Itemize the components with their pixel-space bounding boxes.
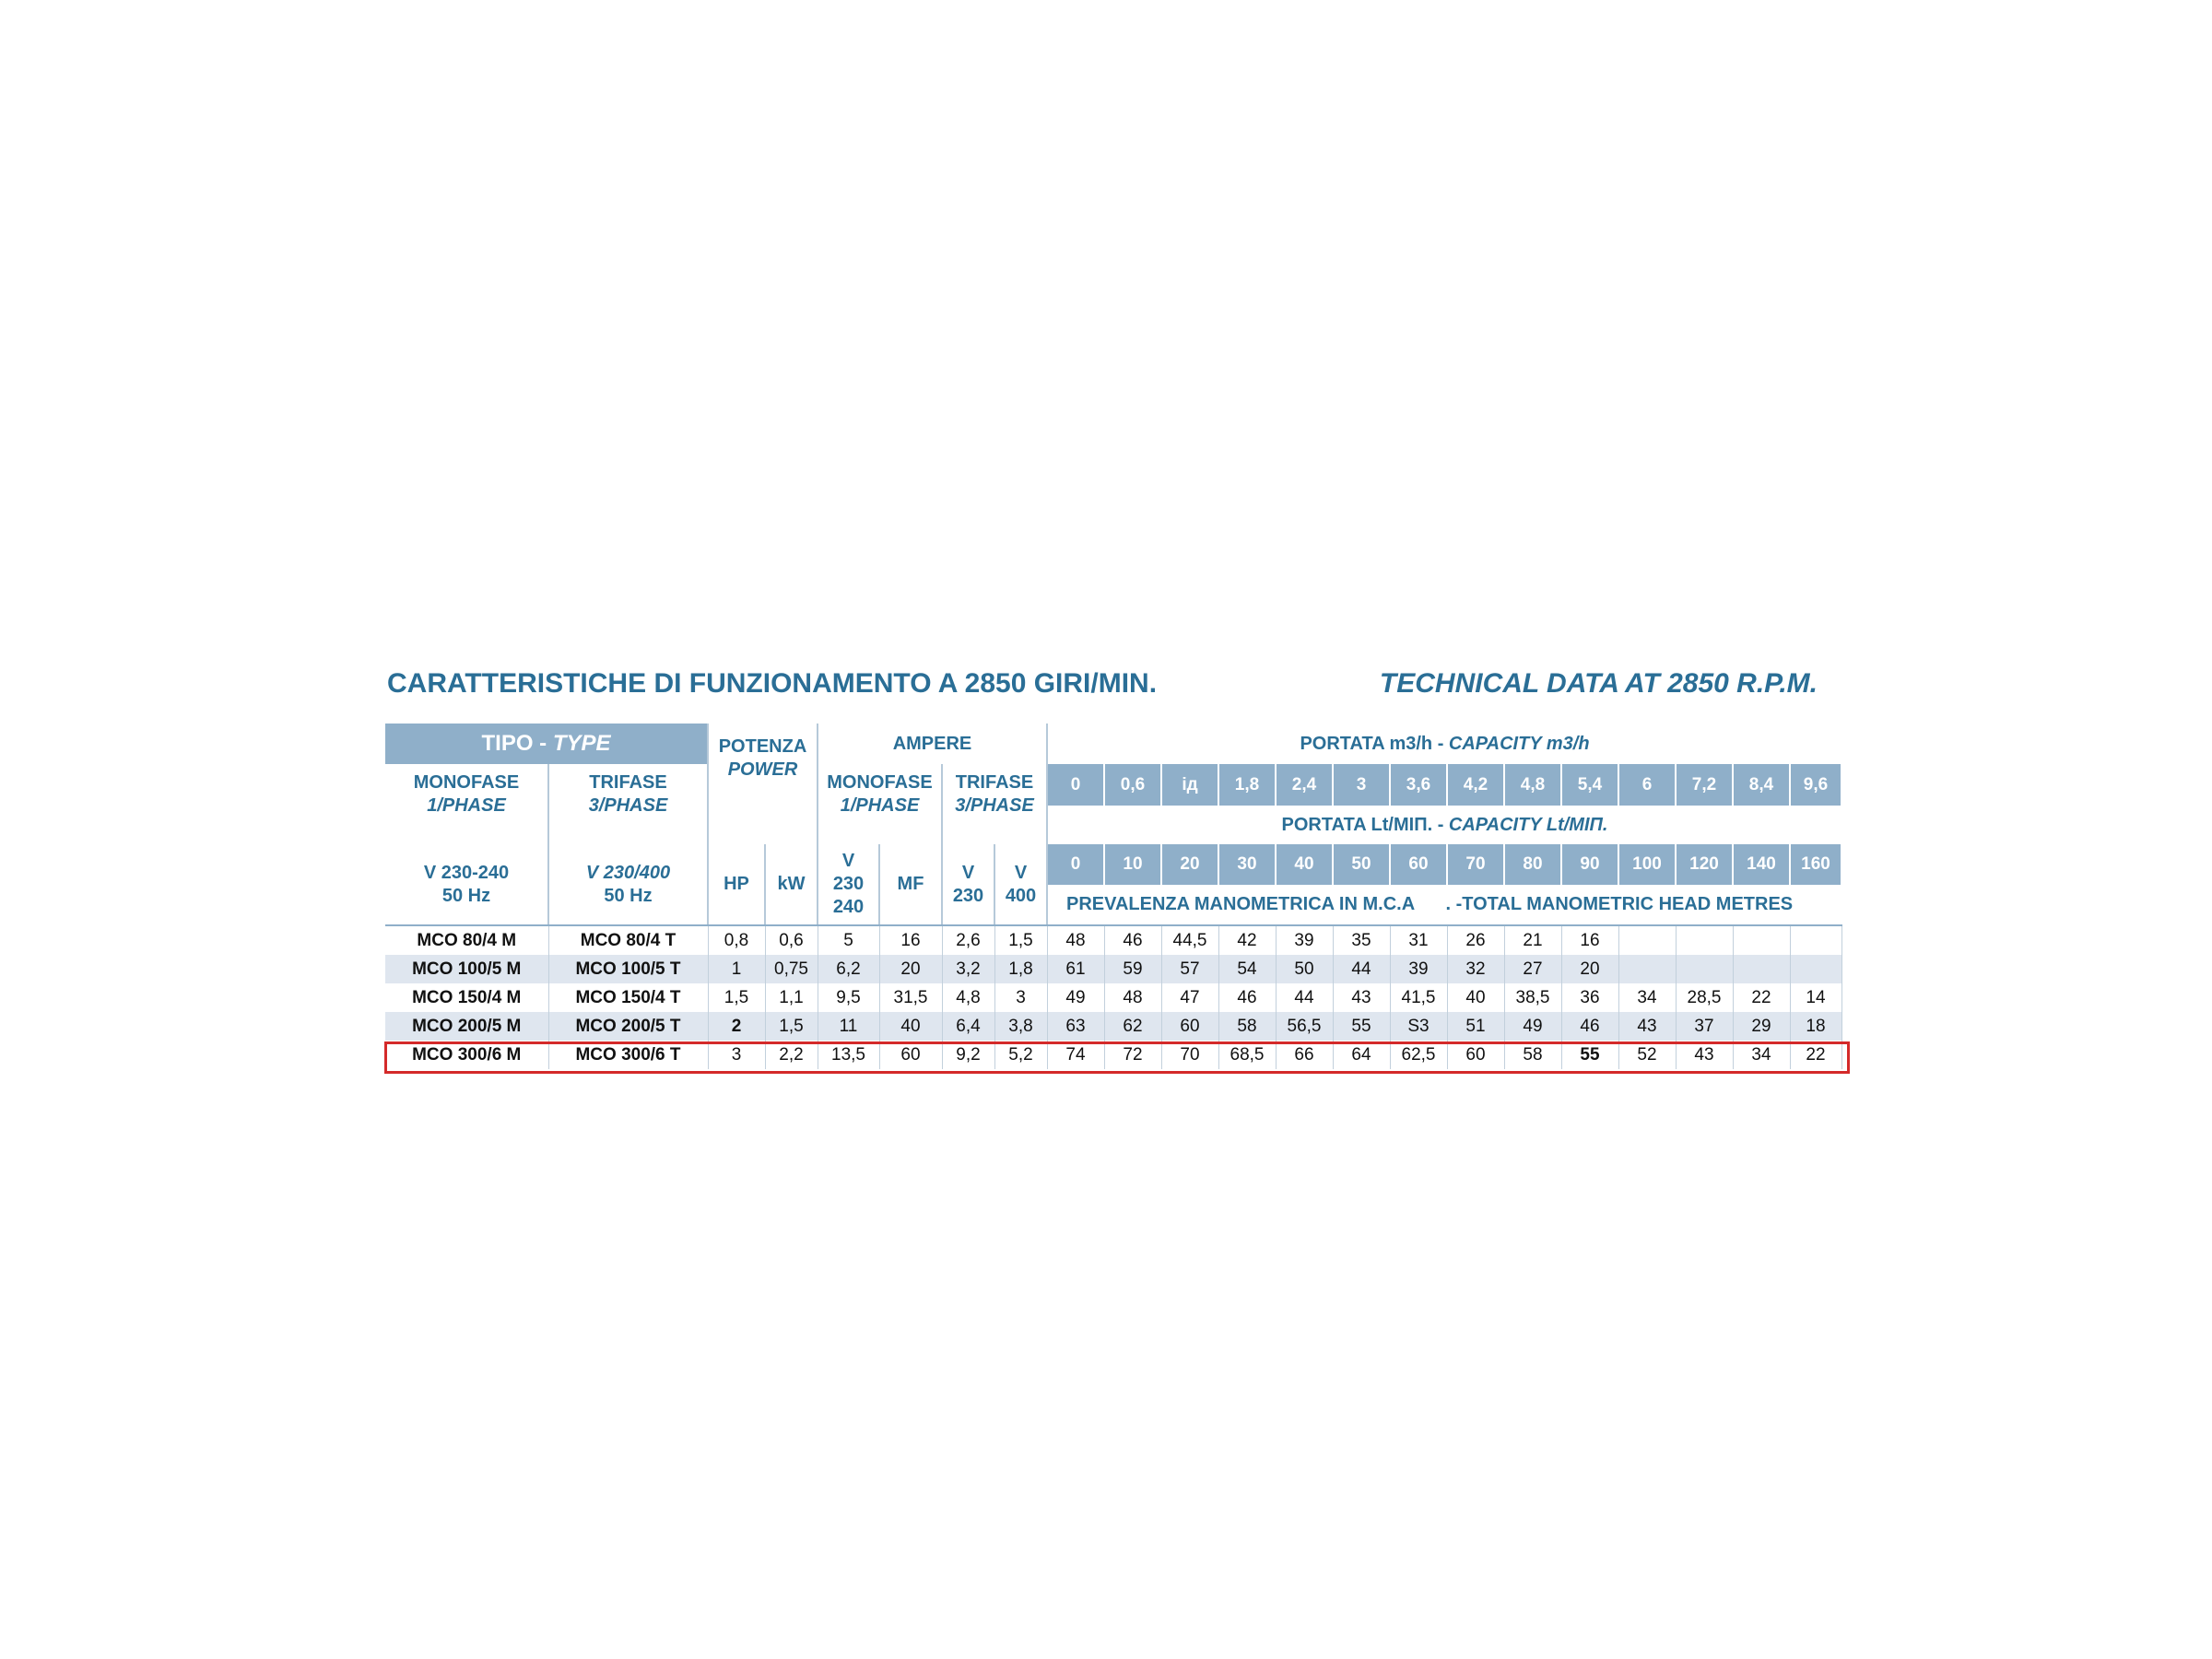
head-cell: 57 — [1161, 955, 1218, 983]
head-cell: 43 — [1333, 983, 1390, 1012]
capacity-m3h-cell: 4,8 — [1504, 764, 1561, 806]
capacity-m3h-cell: 3 — [1333, 764, 1390, 806]
head-cell: 46 — [1561, 1012, 1618, 1041]
power-hp: 2 — [708, 1012, 765, 1041]
kw-header: kW — [765, 844, 818, 925]
head-cell — [1676, 925, 1733, 955]
capacity-m3h-cell: 4,2 — [1447, 764, 1504, 806]
capacity-m3h-cell: 2,4 — [1276, 764, 1333, 806]
head-cell: 54 — [1218, 955, 1276, 983]
ampere-230: 6,4 — [942, 1012, 994, 1041]
title-italian: CARATTERISTICHE DI FUNZIONAMENTO A 2850 GIRI/MIN. — [387, 668, 1158, 699]
capacity-m3h-cell: 0 — [1047, 764, 1104, 806]
head-cell: 68,5 — [1218, 1041, 1276, 1069]
ampere-header: AMPERE — [892, 733, 972, 754]
ampere-400: 1,8 — [994, 955, 1047, 983]
capacity-m3h-cell: 8,4 — [1733, 764, 1790, 806]
head-cell: 39 — [1276, 925, 1333, 955]
head-cell: 56,5 — [1276, 1012, 1333, 1041]
ampere-400: 3 — [994, 983, 1047, 1012]
head-cell: 60 — [1447, 1041, 1504, 1069]
head-cell: 46 — [1218, 983, 1276, 1012]
ampere-400: 1,5 — [994, 925, 1047, 955]
head-cell: 26 — [1447, 925, 1504, 955]
head-cell: 48 — [1047, 925, 1104, 955]
head-cell: 72 — [1104, 1041, 1161, 1069]
ampere-v230-header: V 230 — [942, 844, 994, 925]
head-cell: 42 — [1218, 925, 1276, 955]
power-hp: 1,5 — [708, 983, 765, 1012]
head-cell: 38,5 — [1504, 983, 1561, 1012]
table-row — [385, 983, 1841, 1012]
head-cell — [1790, 955, 1841, 983]
ampere-mono: 11 — [818, 1012, 879, 1041]
head-cell: 44 — [1276, 983, 1333, 1012]
trifase-header: TRIFASE 3/PHASE — [548, 764, 708, 844]
monofase-voltage-header: V 230-240 50 Hz — [385, 844, 548, 925]
head-cell: 36 — [1561, 983, 1618, 1012]
table-row — [385, 955, 1841, 983]
ampere-mf: 31,5 — [879, 983, 942, 1012]
head-cell — [1790, 925, 1841, 955]
head-cell: 70 — [1161, 1041, 1218, 1069]
ampere-mf: 60 — [879, 1041, 942, 1069]
model-trifase: MCO 300/6 T — [548, 1041, 708, 1069]
head-cell: 27 — [1504, 955, 1561, 983]
power-hp: 3 — [708, 1041, 765, 1069]
model-monofase: MCO 150/4 M — [385, 983, 548, 1012]
head-cell: 14 — [1790, 983, 1841, 1012]
model-trifase: MCO 80/4 T — [548, 925, 708, 955]
power-kw: 1,5 — [765, 1012, 818, 1041]
capacity-m3h-cell: 3,6 — [1390, 764, 1447, 806]
head-cell: 20 — [1561, 955, 1618, 983]
head-cell: 43 — [1618, 1012, 1676, 1041]
ampere-400: 3,8 — [994, 1012, 1047, 1041]
capacity-m3h-label: PORTATA m3/h - CAPACITY m3/h — [1047, 724, 1841, 764]
capacity-lt-cell: 50 — [1333, 844, 1390, 885]
ampere-230: 9,2 — [942, 1041, 994, 1069]
head-metres-label: PREVALENZA MANOMETRICA IN M.C.A . -TOTAL MANOMETRIC HEAD METRES — [1047, 885, 1841, 925]
head-cell: 49 — [1504, 1012, 1561, 1041]
model-monofase: MCO 200/5 M — [385, 1012, 548, 1041]
ampere-mf: 16 — [879, 925, 942, 955]
ampere-trifase-header: TRIFASE 3/PHASE — [955, 772, 1034, 816]
ampere-mono: 5 — [818, 925, 879, 955]
head-cell — [1618, 955, 1676, 983]
head-cell: 22 — [1733, 983, 1790, 1012]
power-header: POTENZA POWER — [708, 724, 818, 806]
technical-data-table — [385, 724, 1842, 1069]
ampere-monofase-header: MONOFASE 1/PHASE — [818, 764, 942, 844]
capacity-lt-cell: 30 — [1218, 844, 1276, 885]
capacity-lt-cell: 20 — [1161, 844, 1218, 885]
head-cell: 50 — [1276, 955, 1333, 983]
capacity-m3h-cell: 6 — [1618, 764, 1676, 806]
head-cell: 66 — [1276, 1041, 1333, 1069]
head-cell: 34 — [1618, 983, 1676, 1012]
ampere-400: 5,2 — [994, 1041, 1047, 1069]
head-cell: 51 — [1447, 1012, 1504, 1041]
ampere-mono: 9,5 — [818, 983, 879, 1012]
head-cell: 18 — [1790, 1012, 1841, 1041]
head-cell: 48 — [1104, 983, 1161, 1012]
ampere-230: 4,8 — [942, 983, 994, 1012]
power-spacer — [708, 806, 818, 844]
ampere-mono: 6,2 — [818, 955, 879, 983]
head-cell — [1618, 925, 1676, 955]
head-cell: 58 — [1504, 1041, 1561, 1069]
power-hp: 0,8 — [708, 925, 765, 955]
capacity-m3h-cell: 7,2 — [1676, 764, 1733, 806]
capacity-m3h-cell: 9,6 — [1790, 764, 1841, 806]
head-cell: 43 — [1676, 1041, 1733, 1069]
head-cell: 62 — [1104, 1012, 1161, 1041]
capacity-m3h-cell: 0,6 — [1104, 764, 1161, 806]
head-cell: 60 — [1161, 1012, 1218, 1041]
capacity-lt-cell: 160 — [1790, 844, 1841, 885]
head-cell: 35 — [1333, 925, 1390, 955]
head-cell: 58 — [1218, 1012, 1276, 1041]
head-cell: 44,5 — [1161, 925, 1218, 955]
capacity-m3h-cell: 5,4 — [1561, 764, 1618, 806]
ampere-mf: 40 — [879, 1012, 942, 1041]
head-cell: 74 — [1047, 1041, 1104, 1069]
head-cell: 62,5 — [1390, 1041, 1447, 1069]
head-cell: 55 — [1561, 1041, 1618, 1069]
head-cell: 61 — [1047, 955, 1104, 983]
capacity-lt-cell: 10 — [1104, 844, 1161, 885]
power-kw: 2,2 — [765, 1041, 818, 1069]
head-cell: 64 — [1333, 1041, 1390, 1069]
title-english: TECHNICAL DATA AT 2850 R.P.M. — [1379, 668, 1818, 699]
head-cell: 41,5 — [1390, 983, 1447, 1012]
capacity-lt-cell: 0 — [1047, 844, 1104, 885]
ampere-v400-header: V 400 — [994, 844, 1047, 925]
capacity-m3h-cell: ід — [1161, 764, 1218, 806]
model-monofase: MCO 300/6 M — [385, 1041, 548, 1069]
ampere-230: 3,2 — [942, 955, 994, 983]
model-monofase: MCO 80/4 M — [385, 925, 548, 955]
head-cell: 16 — [1561, 925, 1618, 955]
head-cell: 34 — [1733, 1041, 1790, 1069]
head-cell: 59 — [1104, 955, 1161, 983]
head-cell: 31 — [1390, 925, 1447, 955]
capacity-m3h-cell: 1,8 — [1218, 764, 1276, 806]
model-trifase: MCO 200/5 T — [548, 1012, 708, 1041]
table-row — [385, 925, 1841, 955]
hp-header: HP — [708, 844, 765, 925]
head-cell: 63 — [1047, 1012, 1104, 1041]
head-cell: 40 — [1447, 983, 1504, 1012]
ampere-230: 2,6 — [942, 925, 994, 955]
mf-header: MF — [879, 844, 942, 925]
model-trifase: MCO 150/4 T — [548, 983, 708, 1012]
highlight-box — [384, 1041, 1850, 1074]
head-cell: 21 — [1504, 925, 1561, 955]
head-cell: 44 — [1333, 955, 1390, 983]
capacity-lt-cell: 60 — [1390, 844, 1447, 885]
head-cell: 39 — [1390, 955, 1447, 983]
capacity-lt-cell: 70 — [1447, 844, 1504, 885]
head-cell — [1733, 925, 1790, 955]
head-cell: 28,5 — [1676, 983, 1733, 1012]
head-cell: S3 — [1390, 1012, 1447, 1041]
head-cell — [1733, 955, 1790, 983]
head-cell: 49 — [1047, 983, 1104, 1012]
monofase-header: MONOFASE 1/PHASE — [385, 764, 548, 844]
capacity-lt-cell: 80 — [1504, 844, 1561, 885]
capacity-lt-label: PORTATA Lt/MIП. - CAPACITY Lt/MIП. — [1047, 806, 1841, 844]
trifase-voltage-header: V 230/400 50 Hz — [548, 844, 708, 925]
head-cell — [1676, 955, 1733, 983]
head-cell: 37 — [1676, 1012, 1733, 1041]
power-hp: 1 — [708, 955, 765, 983]
ampere-mf: 20 — [879, 955, 942, 983]
capacity-lt-cell: 120 — [1676, 844, 1733, 885]
model-monofase: MCO 100/5 M — [385, 955, 548, 983]
model-trifase: MCO 100/5 T — [548, 955, 708, 983]
head-cell: 22 — [1790, 1041, 1841, 1069]
ampere-v230-240-header: V 230 240 — [818, 844, 879, 925]
head-cell: 47 — [1161, 983, 1218, 1012]
head-cell: 52 — [1618, 1041, 1676, 1069]
type-header: TIPO - TYPE — [385, 724, 708, 764]
capacity-lt-cell: 90 — [1561, 844, 1618, 885]
ampere-mono: 13,5 — [818, 1041, 879, 1069]
power-kw: 0,6 — [765, 925, 818, 955]
table-row — [385, 1012, 1841, 1041]
head-cell: 29 — [1733, 1012, 1790, 1041]
capacity-lt-cell: 40 — [1276, 844, 1333, 885]
capacity-lt-cell: 100 — [1618, 844, 1676, 885]
power-kw: 0,75 — [765, 955, 818, 983]
head-cell: 46 — [1104, 925, 1161, 955]
power-kw: 1,1 — [765, 983, 818, 1012]
head-cell: 32 — [1447, 955, 1504, 983]
capacity-lt-cell: 140 — [1733, 844, 1790, 885]
head-cell: 55 — [1333, 1012, 1390, 1041]
